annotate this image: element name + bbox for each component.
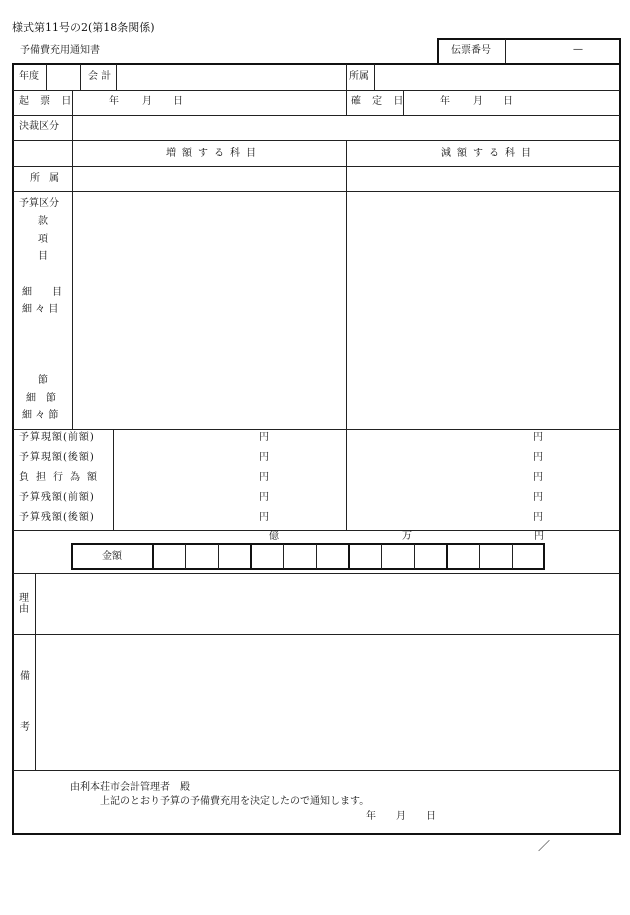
draft-year: 年 bbox=[109, 96, 119, 107]
saimoku-label: 細 目 bbox=[22, 287, 62, 298]
voucher-number-label: 伝票番号 bbox=[451, 45, 491, 56]
dept-label: 所属 bbox=[349, 71, 369, 82]
row-line bbox=[13, 191, 620, 192]
divider bbox=[113, 430, 114, 530]
row-line bbox=[13, 429, 620, 430]
decrease-subjects-heading: 減額する科目 bbox=[441, 148, 537, 159]
row-line bbox=[13, 530, 620, 531]
kan-label: 款 bbox=[38, 216, 48, 227]
yen-unit-right: 円 bbox=[533, 452, 543, 463]
amount-box bbox=[71, 543, 545, 570]
amount-label: 金額 bbox=[102, 551, 122, 562]
row-line bbox=[13, 115, 620, 116]
voucher-number-value[interactable]: — bbox=[573, 44, 583, 55]
addressee: 由利本荘市会計管理者 殿 bbox=[70, 782, 190, 793]
increase-subjects-heading: 増額する科目 bbox=[166, 148, 262, 159]
dept-row-label: 所 属 bbox=[30, 173, 63, 184]
confirm-month: 月 bbox=[473, 96, 483, 107]
oku-unit: 億 bbox=[269, 531, 279, 542]
slash-mark: ／ bbox=[538, 839, 551, 853]
remarks-label-b: 考 bbox=[20, 722, 30, 733]
digit-divider bbox=[381, 544, 382, 569]
divider bbox=[72, 91, 73, 141]
yen-unit-left: 円 bbox=[259, 452, 269, 463]
divider bbox=[72, 141, 73, 429]
divider bbox=[346, 64, 347, 90]
digit-divider bbox=[348, 544, 350, 569]
setsu-label: 節 bbox=[38, 375, 48, 386]
divider bbox=[346, 91, 347, 115]
reason-field[interactable] bbox=[36, 574, 620, 634]
digit-divider bbox=[316, 544, 317, 569]
confirm-day: 日 bbox=[503, 96, 513, 107]
remarks-label-a: 備 bbox=[20, 671, 30, 682]
amount-row-label: 予算現額(前額) bbox=[19, 432, 95, 443]
row-line bbox=[13, 770, 620, 771]
divider bbox=[46, 64, 47, 90]
digit-divider bbox=[250, 544, 252, 569]
digit-divider bbox=[479, 544, 480, 569]
digit-divider bbox=[152, 544, 154, 569]
digit-divider bbox=[283, 544, 284, 569]
footer-month: 月 bbox=[396, 811, 406, 822]
digit-divider bbox=[414, 544, 415, 569]
saisaimoku-label: 細 々 目 bbox=[22, 304, 59, 315]
budget-kubun-label: 予算区分 bbox=[19, 198, 59, 209]
row-line bbox=[13, 166, 620, 167]
row-line bbox=[13, 140, 620, 141]
yen-unit-left: 円 bbox=[259, 512, 269, 523]
amount-row-label: 予算現額(後額) bbox=[19, 452, 95, 463]
yen-unit-right: 円 bbox=[533, 512, 543, 523]
reason-label: 理由 bbox=[19, 593, 29, 615]
yen-unit-right: 円 bbox=[533, 432, 543, 443]
form-number: 様式第11号の2(第18条関係) bbox=[12, 21, 155, 34]
notice-message: 上記のとおり予算の予備費充用を決定したので通知します。 bbox=[100, 796, 370, 807]
draft-day: 日 bbox=[173, 96, 183, 107]
moku-label: 目 bbox=[38, 251, 48, 262]
yen-unit-right: 円 bbox=[533, 492, 543, 503]
digit-divider bbox=[218, 544, 219, 569]
saisetsu-label: 細 節 bbox=[26, 393, 56, 404]
yen-unit-left: 円 bbox=[259, 472, 269, 483]
draft-date-label: 起 票 日 bbox=[19, 96, 76, 107]
divider bbox=[80, 64, 81, 90]
draft-month: 月 bbox=[142, 96, 152, 107]
digit-divider bbox=[512, 544, 513, 569]
footer-year: 年 bbox=[366, 811, 376, 822]
yen-unit-left: 円 bbox=[259, 492, 269, 503]
digit-divider bbox=[446, 544, 448, 569]
kou-label: 項 bbox=[38, 234, 48, 245]
divider bbox=[116, 64, 117, 90]
yen-unit-right: 円 bbox=[533, 472, 543, 483]
saisaisetsu-label: 細 々 節 bbox=[22, 410, 59, 421]
footer-day: 日 bbox=[426, 811, 436, 822]
amount-row-label: 予算残額(後額) bbox=[19, 512, 95, 523]
divider bbox=[505, 39, 506, 64]
remarks-field[interactable] bbox=[36, 635, 620, 770]
row-line bbox=[13, 90, 620, 91]
divider bbox=[403, 91, 404, 115]
account-label: 会 計 bbox=[88, 71, 112, 82]
digit-divider bbox=[185, 544, 186, 569]
divider bbox=[374, 64, 375, 90]
amount-row-label: 予算残額(前額) bbox=[19, 492, 95, 503]
document-title: 予備費充用通知書 bbox=[20, 45, 100, 56]
center-divider bbox=[346, 141, 347, 531]
decision-label: 決裁区分 bbox=[19, 121, 59, 132]
yen-unit-left: 円 bbox=[259, 432, 269, 443]
confirm-date-label: 確 定 日 bbox=[351, 96, 408, 107]
man-unit: 万 bbox=[402, 531, 412, 542]
amount-row-label: 負担行為額 bbox=[19, 472, 104, 483]
year-label: 年度 bbox=[19, 71, 39, 82]
yen-unit: 円 bbox=[534, 531, 544, 542]
confirm-year: 年 bbox=[440, 96, 450, 107]
